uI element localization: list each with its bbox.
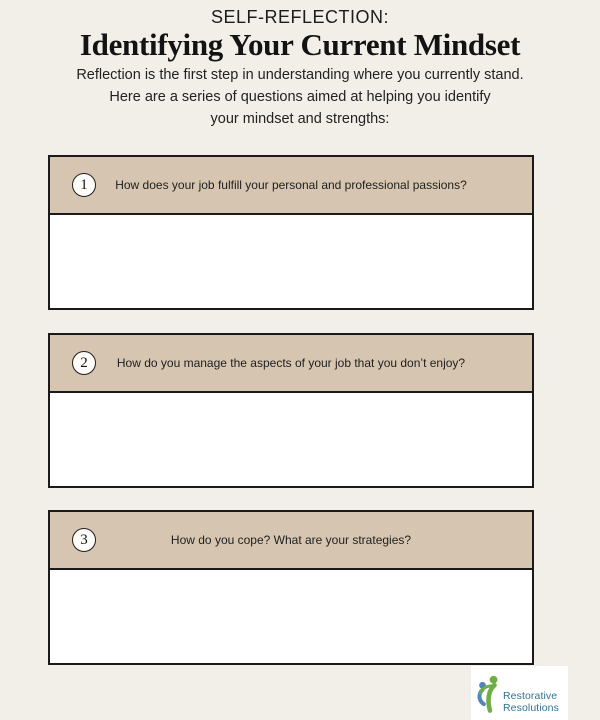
question-text: How does your job fulfill your personal and professional passions?: [115, 178, 467, 192]
two-figures-icon: [476, 675, 502, 715]
answer-area-1[interactable]: [50, 215, 532, 308]
intro-line: your mindset and strengths:: [210, 111, 390, 127]
question-header-1: [50, 157, 532, 215]
answer-area-3[interactable]: [50, 570, 532, 663]
question-number-badge: 1: [72, 173, 96, 197]
question-text: How do you manage the aspects of your job that you don’t enjoy?: [116, 356, 466, 370]
question-header-2: [50, 335, 532, 393]
question-box-3: [48, 510, 534, 665]
answer-area-2[interactable]: [50, 393, 532, 486]
logo-wordmark: [503, 691, 559, 715]
page-title: Identifying Your Current Mindset: [79, 27, 521, 62]
logo-text-line1: Restorative: [503, 690, 558, 702]
question-header-3: [50, 512, 532, 570]
intro-line: Here are a series of questions aimed at helping you identify: [109, 89, 491, 105]
question-box-1: [48, 155, 534, 310]
eyebrow-heading: SELF-REFLECTION:: [210, 7, 390, 27]
question-number-badge: 2: [72, 351, 96, 375]
logo-text-line2: Resolutions: [503, 701, 559, 714]
intro-line: Reflection is the first step in understanding where you currently stand.: [76, 67, 524, 83]
question-text: How do you cope? What are your strategies?: [170, 533, 412, 547]
question-box-2: [48, 333, 534, 488]
logo-restorative-resolutions: [471, 666, 568, 720]
question-number-badge: 3: [72, 528, 96, 552]
